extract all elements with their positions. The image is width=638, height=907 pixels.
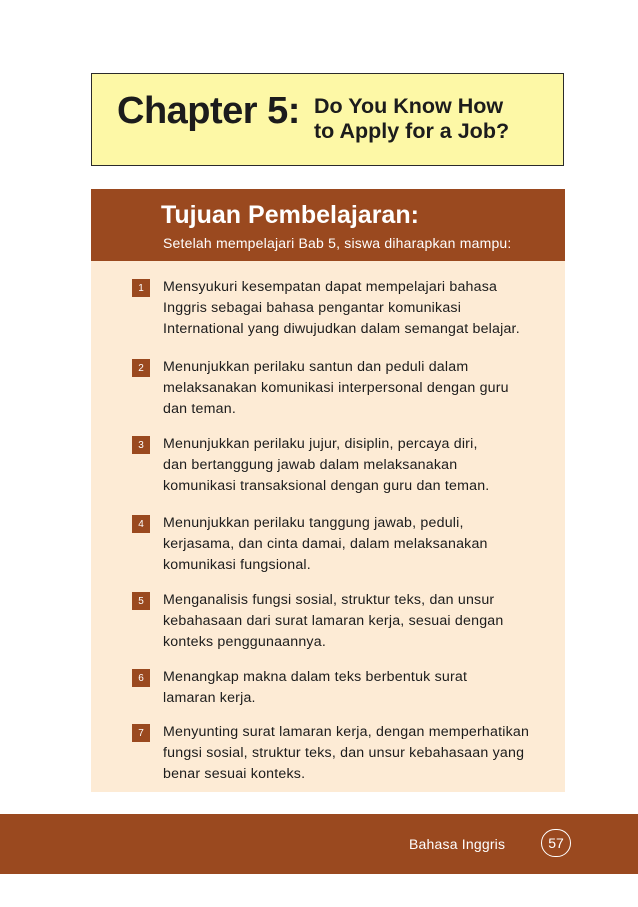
objective-text [163, 434, 563, 497]
objective-line: kebahasaan dari surat lamaran kerja, sesuai dengan [163, 613, 504, 629]
objective-line: konteks penggunaannya. [163, 634, 326, 650]
chapter-title-line: to Apply for a Job? [314, 119, 510, 143]
page-number: 57 [541, 829, 571, 857]
objective-line: Menyunting surat lamaran kerja, dengan memperhatikan [163, 724, 530, 740]
chapter-label [117, 90, 300, 133]
objective-number-badge: 6 [132, 669, 150, 687]
chapter-number: Chapter 5 [117, 90, 288, 132]
objective-text [163, 513, 563, 576]
chapter-title [314, 94, 509, 144]
objective-line: International yang diwujudkan dalam semangat belajar. [163, 321, 520, 337]
objective-line: benar sesuai konteks. [163, 766, 306, 782]
objective-line: lamaran kerja. [163, 690, 256, 706]
objective-number-badge: 3 [132, 436, 150, 454]
objective-text [163, 357, 563, 420]
objective-number-badge: 7 [132, 724, 150, 742]
objective-line: kerjasama, dan cinta damai, dalam melaksanakan [163, 536, 488, 552]
objective-number-badge: 5 [132, 592, 150, 610]
objective-line: Menganalisis fungsi sosial, struktur teks, dan unsur [163, 592, 495, 608]
objective-text [163, 667, 563, 709]
objective-line: fungsi sosial, struktur teks, dan unsur kebahasaan yang [163, 745, 525, 761]
objective-number-badge: 2 [132, 359, 150, 377]
objective-number-badge: 4 [132, 515, 150, 533]
objective-line: melaksanakan komunikasi interpersonal dengan guru [163, 380, 509, 396]
page-footer [0, 814, 638, 874]
objective-line: dan teman. [163, 401, 236, 417]
chapter-title-box [91, 73, 564, 166]
objectives-header [91, 189, 565, 261]
objective-line: Menunjukkan perilaku jujur, disiplin, percaya diri, [163, 436, 478, 452]
objective-text [163, 277, 563, 340]
objective-line: dan bertanggung jawab dalam melaksanakan [163, 457, 458, 473]
objective-line: Mensyukuri kesempatan dapat mempelajari bahasa [163, 279, 498, 295]
chapter-title-line: Do You Know How [314, 94, 504, 118]
objective-line: Menunjukkan perilaku santun dan peduli dalam [163, 359, 469, 375]
objective-line: Inggris sebagai bahasa pengantar komunikasi [163, 300, 462, 316]
objectives-heading: Tujuan Pembelajaran: [161, 201, 419, 229]
objective-line: Menunjukkan perilaku tanggung jawab, peduli, [163, 515, 464, 531]
objectives-intro: Setelah mempelajari Bab 5, siswa diharapkan mampu: [163, 235, 512, 251]
objective-line: komunikasi fungsional. [163, 557, 311, 573]
footer-subject: Bahasa Inggris [409, 836, 506, 852]
objective-text [163, 590, 563, 653]
objective-number-badge: 1 [132, 279, 150, 297]
objective-line: Menangkap makna dalam teks berbentuk surat [163, 669, 468, 685]
learning-objectives-panel [91, 189, 565, 792]
chapter-separator: : [287, 90, 300, 132]
objective-text [163, 722, 563, 785]
objective-line: komunikasi transaksional dengan guru dan teman. [163, 478, 490, 494]
